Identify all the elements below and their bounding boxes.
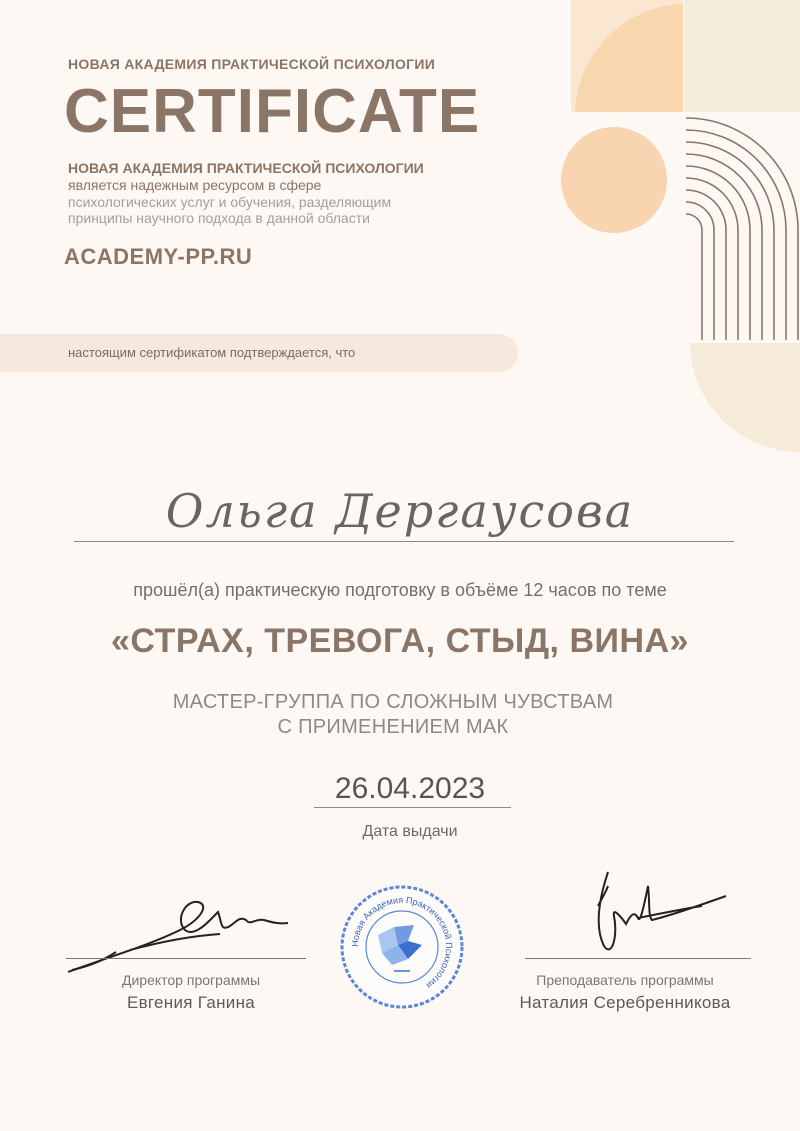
- peach-circle: [561, 127, 667, 233]
- course-subtitle-line: С ПРИМЕНЕНИЕМ МАК: [277, 716, 509, 738]
- issue-date-caption: Дата выдачи: [362, 823, 458, 840]
- date-underline: [314, 807, 511, 808]
- description-line: принципы научного подхода в данной области: [68, 210, 370, 227]
- cream-half-circle: [690, 343, 800, 452]
- course-subtitle-line: МАСТЕР-ГРУППА ПО СЛОЖНЫМ ЧУВСТВАМ: [172, 691, 614, 713]
- course-subtitle: [0, 690, 786, 740]
- director-signature: [60, 890, 310, 980]
- teacher-signature-line: [525, 958, 751, 959]
- teacher-name: Наталия Серебренникова: [519, 993, 731, 1012]
- seal-text: Новая Академия Практической Психологии: [349, 894, 455, 991]
- website-link[interactable]: ACADEMY-PP.RU: [64, 244, 253, 269]
- recipient-name: Ольга Дергаусова: [165, 484, 635, 538]
- teacher-signature: [578, 866, 738, 962]
- confirmation-text: настоящим сертификатом подтверждается, что: [68, 345, 356, 360]
- description-line: психологических услуг и обучения, разделяющим: [68, 193, 392, 210]
- certificate-title: CERTIFICATE: [64, 77, 481, 146]
- recipient-underline: [74, 541, 734, 542]
- course-topic: «СТРАХ, ТРЕВОГА, СТЫД, ВИНА»: [111, 622, 689, 660]
- concentric-arches: [686, 118, 798, 340]
- description-line: является надежным ресурсом в сфере: [68, 176, 322, 193]
- teacher-role: Преподаватель программы: [536, 972, 714, 988]
- academy-description: [68, 160, 488, 227]
- director-signature-line: [66, 958, 306, 959]
- academy-name: НОВАЯ АКАДЕМИЯ ПРАКТИЧЕСКОЙ ПСИХОЛОГИИ: [68, 56, 436, 72]
- academy-seal: [338, 883, 466, 1011]
- director-role: Директор программы: [121, 972, 261, 988]
- issue-date: 26.04.2023: [334, 772, 486, 805]
- description-line: НОВАЯ АКАДЕМИЯ ПРАКТИЧЕСКОЙ ПСИХОЛОГИИ: [68, 160, 424, 176]
- director-name: Евгения Ганина: [126, 993, 256, 1012]
- cream-block: [684, 0, 800, 112]
- completion-text: прошёл(а) практическую подготовку в объёме 12 часов по теме: [133, 580, 667, 600]
